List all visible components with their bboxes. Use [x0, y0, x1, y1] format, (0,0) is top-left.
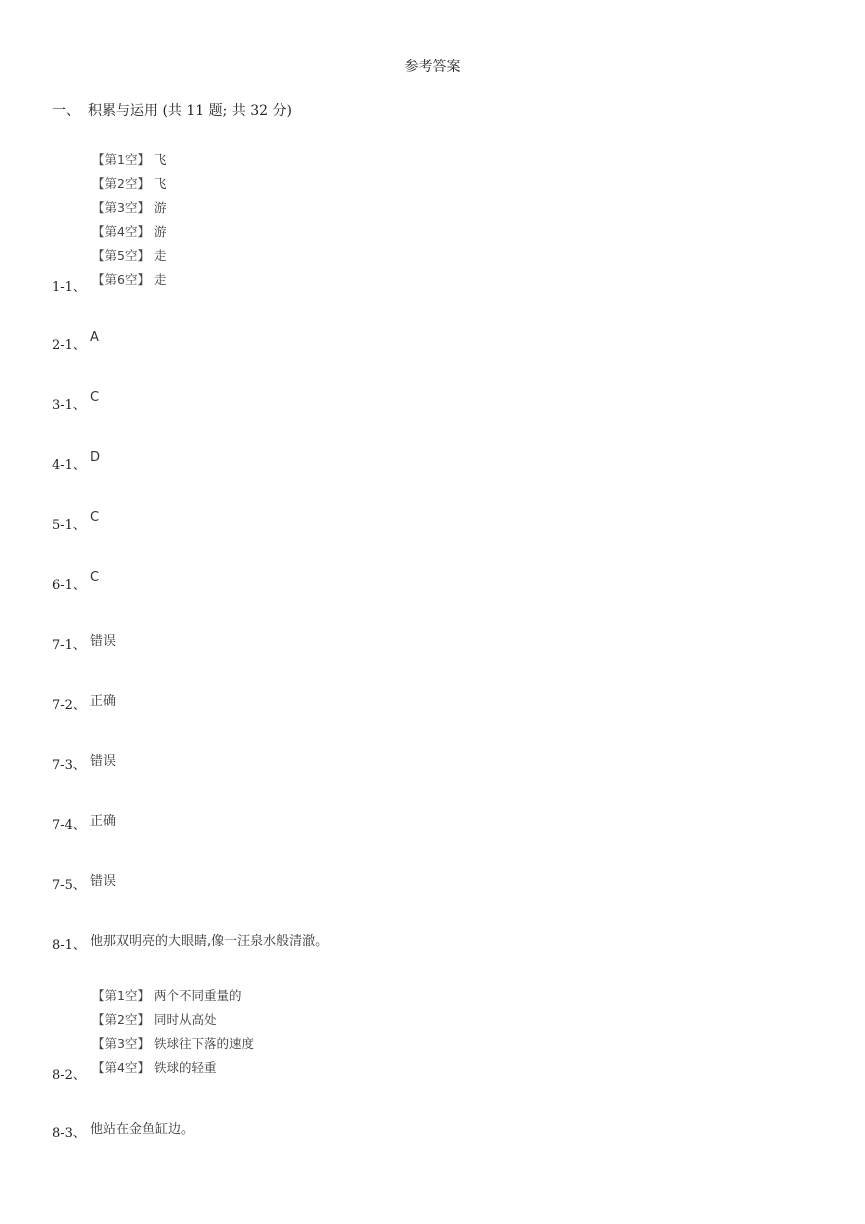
answer-label: 8-3、: [52, 1126, 86, 1141]
answer-text: C: [90, 570, 100, 585]
blank-answer: 飞: [153, 176, 167, 191]
answer-label: 7-5、: [52, 878, 86, 893]
answer-text: A: [90, 330, 99, 345]
blank-item: [92, 984, 254, 1008]
blank-answer: 铁球的轻重: [153, 1060, 217, 1075]
answer-label: 2-1、: [52, 338, 86, 353]
blank-answer: 游: [153, 200, 167, 215]
answer-label: 5-1、: [52, 518, 86, 533]
blank-item: [92, 1056, 254, 1080]
page-title: 参考答案: [404, 59, 461, 75]
section-number: 一、: [52, 103, 80, 119]
answer-label: 7-2、: [52, 698, 86, 713]
blank-answer: 铁球往下落的速度: [153, 1036, 254, 1051]
blank-item: [92, 220, 166, 244]
blank-answer: 飞: [153, 152, 167, 167]
blank-answer: 走: [153, 272, 167, 287]
blank-answer: 两个不同重量的: [153, 988, 242, 1003]
blank-tag: 【第5空】: [92, 248, 150, 263]
blank-tag: 【第1空】: [92, 152, 150, 167]
section-heading: [52, 100, 292, 120]
answer-text: 他站在金鱼缸边。: [90, 1122, 195, 1137]
blank-tag: 【第4空】: [92, 224, 150, 239]
blank-answer: 游: [153, 224, 167, 239]
blank-tag: 【第1空】: [92, 988, 150, 1003]
blank-item: [92, 196, 166, 220]
blank-answer: 走: [153, 248, 167, 263]
blank-item: [92, 1008, 254, 1032]
section-title: 积累与运用 (共 11 题; 共 32 分): [88, 103, 292, 119]
answer-label: 8-1、: [52, 938, 86, 953]
blank-item: [92, 244, 166, 268]
blank-tag: 【第2空】: [92, 1012, 150, 1027]
answer-label: 1-1、: [52, 280, 86, 295]
answer-text: 他那双明亮的大眼睛,像一汪泉水般清澈。: [90, 934, 329, 949]
blank-tag: 【第2空】: [92, 176, 150, 191]
answer-label: 6-1、: [52, 578, 86, 593]
blank-answer: 同时从高处: [153, 1012, 217, 1027]
answer-label: 3-1、: [52, 398, 86, 413]
answer-label: 7-3、: [52, 758, 86, 773]
blank-list: [92, 148, 166, 292]
answer-label: 7-4、: [52, 818, 86, 833]
answer-text: 错误: [90, 874, 117, 889]
blank-item: [92, 148, 166, 172]
answer-text: D: [90, 450, 101, 465]
answer-text: C: [90, 390, 100, 405]
answer-text: 正确: [90, 694, 117, 709]
answer-label: 7-1、: [52, 638, 86, 653]
answer-label: 4-1、: [52, 458, 86, 473]
answer-label: 8-2、: [52, 1068, 86, 1083]
answer-text: 错误: [90, 754, 117, 769]
answer-text: 正确: [90, 814, 117, 829]
blank-item: [92, 1032, 254, 1056]
blank-tag: 【第3空】: [92, 1036, 150, 1051]
blank-tag: 【第3空】: [92, 200, 150, 215]
blank-list: [92, 984, 254, 1080]
answer-text: C: [90, 510, 100, 525]
answer-text: 错误: [90, 634, 117, 649]
blank-item: [92, 268, 166, 292]
blank-tag: 【第4空】: [92, 1060, 150, 1075]
blank-item: [92, 172, 166, 196]
blank-tag: 【第6空】: [92, 272, 150, 287]
